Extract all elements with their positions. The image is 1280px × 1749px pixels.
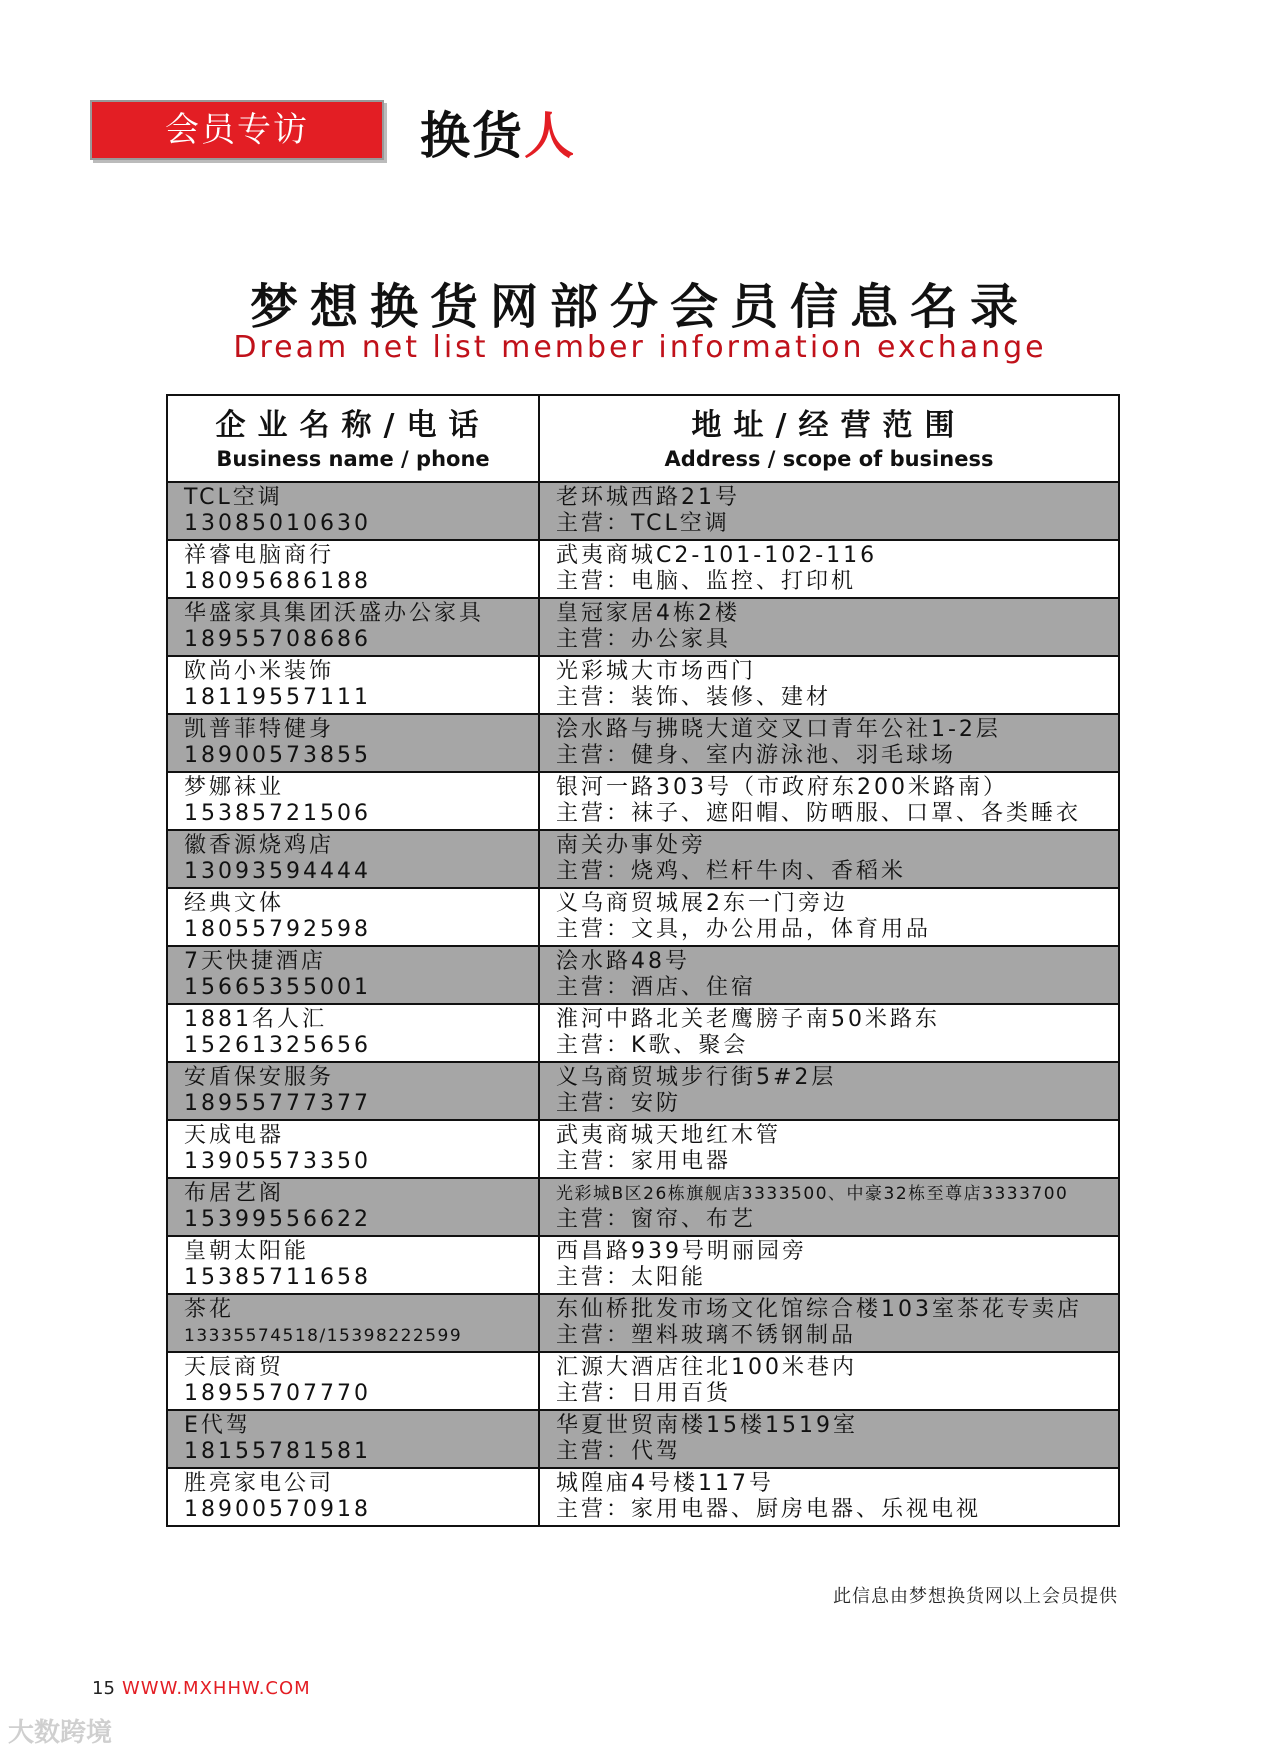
business-phone: 18955707770	[184, 1381, 371, 1406]
table-row	[167, 598, 1119, 656]
business-address: 城隍庙4号楼117号	[556, 1471, 774, 1496]
business-address: 武夷商城C2-101-102-116	[556, 543, 878, 568]
business-address: 浍水路48号	[556, 949, 690, 974]
business-name: 1881名人汇	[184, 1007, 327, 1032]
table-row	[167, 1004, 1119, 1062]
column-header-address-en: Address / scope of business	[664, 446, 994, 471]
business-address: 淮河中路北关老鹰膀子南50米路东	[556, 1007, 940, 1032]
address-cell	[539, 1062, 1119, 1120]
business-phone: 18900570918	[184, 1497, 371, 1522]
address-cell	[539, 714, 1119, 772]
business-name: E代驾	[184, 1413, 251, 1438]
table-row	[167, 714, 1119, 772]
business-scope: 主营：家用电器	[556, 1149, 732, 1174]
business-phone: 18900573855	[184, 743, 371, 768]
business-phone: 13905573350	[184, 1149, 371, 1174]
business-scope: 主营：K歌、聚会	[556, 1033, 749, 1058]
business-phone: 18119557111	[184, 685, 371, 710]
address-cell	[539, 772, 1119, 830]
address-cell	[539, 1178, 1119, 1236]
source-note: 此信息由梦想换货网以上会员提供	[833, 1586, 1118, 1607]
business-name: 胜亮家电公司	[184, 1471, 335, 1496]
address-cell	[539, 598, 1119, 656]
business-scope: 主营：电脑、监控、打印机	[556, 569, 857, 594]
business-name: 经典文体	[184, 891, 285, 916]
business-address: 光彩城大市场西门	[556, 659, 757, 684]
business-name: 祥睿电脑商行	[184, 543, 335, 568]
business-address: 银河一路303号（市政府东200米路南）	[556, 775, 1008, 800]
table-row	[167, 482, 1119, 540]
business-phone: 15385721506	[184, 801, 371, 826]
watermark-logo: 大数跨境	[8, 1718, 113, 1748]
address-cell	[539, 1120, 1119, 1178]
business-cell	[167, 830, 539, 888]
business-cell	[167, 714, 539, 772]
table-row	[167, 772, 1119, 830]
business-phone: 18955708686	[184, 627, 371, 652]
business-name: 布居艺阁	[184, 1181, 285, 1206]
page-number: 15	[92, 1678, 115, 1699]
table-row	[167, 1294, 1119, 1352]
address-cell	[539, 1236, 1119, 1294]
business-name: 华盛家具集团沃盛办公家具	[184, 601, 485, 626]
business-name: 天成电器	[184, 1123, 285, 1148]
address-cell	[539, 830, 1119, 888]
business-cell	[167, 598, 539, 656]
business-scope: 主营：酒店、住宿	[556, 975, 757, 1000]
address-cell	[539, 656, 1119, 714]
business-cell	[167, 772, 539, 830]
table-row	[167, 1352, 1119, 1410]
address-cell	[539, 540, 1119, 598]
business-cell	[167, 1004, 539, 1062]
table-row	[167, 946, 1119, 1004]
address-cell	[539, 1352, 1119, 1410]
business-scope: 主营：太阳能	[556, 1265, 707, 1290]
business-scope: 主营：日用百货	[556, 1381, 732, 1406]
table-row	[167, 1468, 1119, 1526]
business-scope: 主营：代驾	[556, 1439, 682, 1464]
business-name: 7天快捷酒店	[184, 949, 326, 974]
column-header-address	[539, 395, 1119, 482]
business-phone: 15399556622	[184, 1207, 371, 1232]
business-phone: 18155781581	[184, 1439, 371, 1464]
business-name: 天辰商贸	[184, 1355, 285, 1380]
business-name: TCL空调	[184, 485, 283, 510]
business-scope: 主营：袜子、遮阳帽、防晒服、口罩、各类睡衣	[556, 801, 1082, 826]
business-scope: 主营：安防	[556, 1091, 682, 1116]
business-name: 徽香源烧鸡店	[184, 833, 335, 858]
table-row	[167, 1062, 1119, 1120]
business-address: 义乌商贸城步行街5#2层	[556, 1065, 837, 1090]
business-address: 西昌路939号明丽园旁	[556, 1239, 807, 1264]
business-address: 义乌商贸城展2东一门旁边	[556, 891, 848, 916]
table-row	[167, 830, 1119, 888]
address-cell	[539, 946, 1119, 1004]
business-cell	[167, 1120, 539, 1178]
business-cell	[167, 1294, 539, 1352]
business-cell	[167, 1178, 539, 1236]
business-address: 浍水路与拂晓大道交叉口青年公社1-2层	[556, 717, 1001, 742]
section-title-main: 换货	[420, 107, 524, 165]
business-scope: 主营：TCL空调	[556, 511, 730, 536]
website-url: WWW.MXHHW.COM	[122, 1678, 311, 1699]
address-cell	[539, 1468, 1119, 1526]
business-cell	[167, 888, 539, 946]
business-scope: 主营：健身、室内游泳池、羽毛球场	[556, 743, 957, 768]
member-table	[166, 394, 1120, 1527]
page-subtitle: Dream net list member information exchange	[233, 330, 1047, 365]
address-cell	[539, 1294, 1119, 1352]
table-row	[167, 888, 1119, 946]
address-cell	[539, 1410, 1119, 1468]
business-scope: 主营：塑料玻璃不锈钢制品	[556, 1323, 857, 1348]
business-address: 南关办事处旁	[556, 833, 707, 858]
business-name: 梦娜袜业	[184, 775, 285, 800]
business-phone: 13085010630	[184, 511, 371, 536]
table-row	[167, 1236, 1119, 1294]
business-phone: 15261325656	[184, 1033, 371, 1058]
business-address: 汇源大酒店往北100米巷内	[556, 1355, 857, 1380]
business-address: 皇冠家居4栋2楼	[556, 601, 740, 626]
business-cell	[167, 1062, 539, 1120]
business-address: 武夷商城天地红木管	[556, 1123, 782, 1148]
page-title: 梦想换货网部分会员信息名录	[249, 279, 1030, 335]
business-address: 光彩城B区26栋旗舰店3333500、中豪32栋至尊店3333700	[556, 1184, 1069, 1204]
business-scope: 主营：办公家具	[556, 627, 732, 652]
business-cell	[167, 540, 539, 598]
address-cell	[539, 888, 1119, 946]
business-phone: 13335574518/15398222599	[184, 1326, 463, 1346]
business-scope: 主营：装饰、装修、建材	[556, 685, 832, 710]
business-phone: 18955777377	[184, 1091, 371, 1116]
section-title-accent: 人	[524, 107, 576, 165]
address-cell	[539, 1004, 1119, 1062]
table-row	[167, 1410, 1119, 1468]
business-phone: 18055792598	[184, 917, 371, 942]
address-cell	[539, 482, 1119, 540]
business-address: 东仙桥批发市场文化馆综合楼103室茶花专卖店	[556, 1297, 1082, 1322]
table-header-row	[167, 395, 1119, 482]
business-phone: 13093594444	[184, 859, 371, 884]
business-phone: 15385711658	[184, 1265, 371, 1290]
business-cell	[167, 946, 539, 1004]
business-cell	[167, 1410, 539, 1468]
column-header-business-en: Business name / phone	[216, 446, 490, 471]
business-name: 皇朝太阳能	[184, 1239, 310, 1264]
table-row	[167, 656, 1119, 714]
business-address: 华夏世贸南楼15楼1519室	[556, 1413, 858, 1438]
business-scope: 主营：烧鸡、栏杆牛肉、香稻米	[556, 859, 907, 884]
business-name: 凯普菲特健身	[184, 717, 335, 742]
business-phone: 15665355001	[184, 975, 371, 1000]
business-name: 欧尚小米装饰	[184, 659, 335, 684]
business-cell	[167, 1236, 539, 1294]
table-row	[167, 1178, 1119, 1236]
section-badge: 会员专访	[90, 100, 384, 160]
business-name: 安盾保安服务	[184, 1065, 335, 1090]
column-header-business	[167, 395, 539, 482]
business-cell	[167, 482, 539, 540]
business-cell	[167, 1468, 539, 1526]
column-header-business-cn: 企业名称/电话	[215, 407, 491, 443]
business-cell	[167, 1352, 539, 1410]
business-address: 老环城西路21号	[556, 485, 740, 510]
table-row	[167, 1120, 1119, 1178]
table-row	[167, 540, 1119, 598]
business-cell	[167, 656, 539, 714]
business-scope: 主营：窗帘、布艺	[556, 1207, 757, 1232]
section-title	[420, 96, 576, 168]
column-header-address-cn: 地址/经营范围	[691, 407, 967, 443]
business-scope: 主营：家用电器、厨房电器、乐视电视	[556, 1497, 982, 1522]
business-scope: 主营：文具，办公用品，体育用品	[556, 917, 932, 942]
business-name: 茶花	[184, 1297, 235, 1322]
business-phone: 18095686188	[184, 569, 371, 594]
